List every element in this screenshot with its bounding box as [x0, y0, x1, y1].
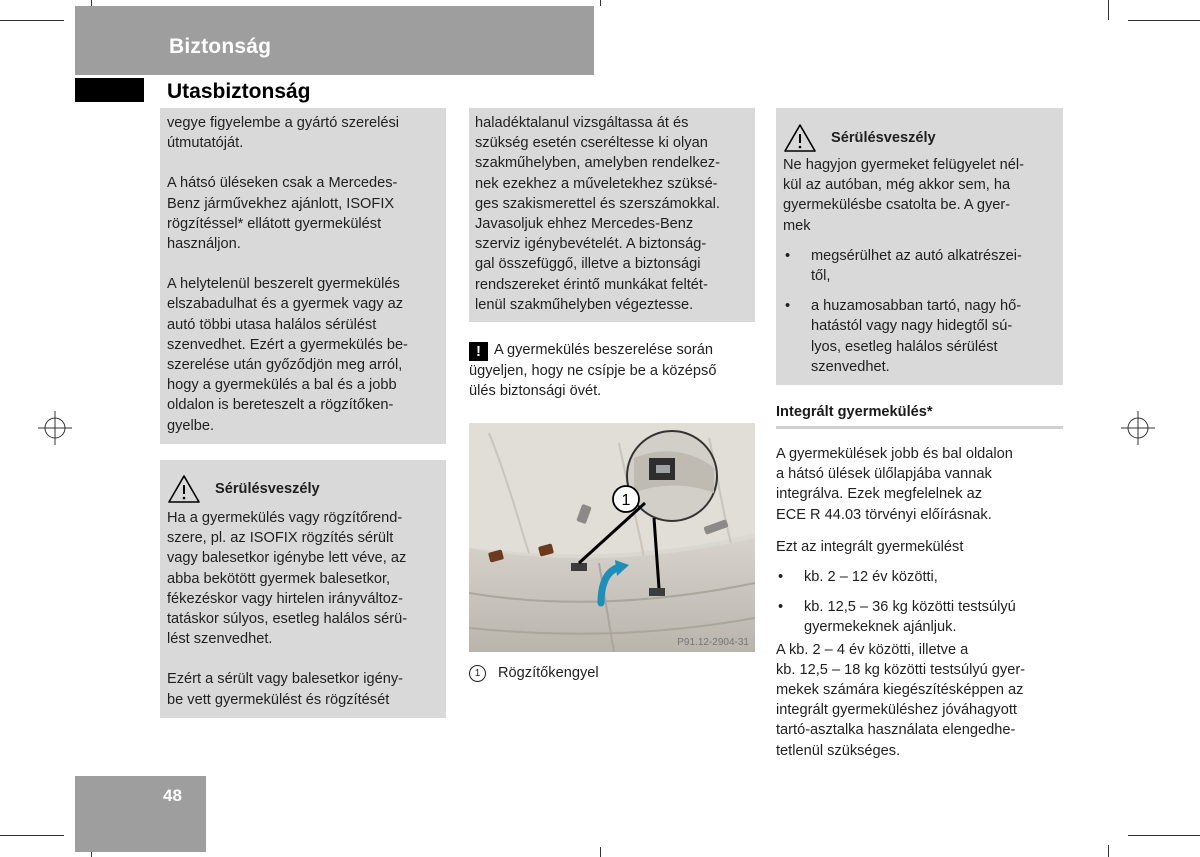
text-line: rögzítéssel* ellátott gyermekülést	[167, 215, 382, 232]
text-line: kül az autóban, még akkor sem, ha	[783, 177, 1011, 194]
text-line: szere, pl. az ISOFIX rögzítés sérült	[167, 530, 394, 547]
list-item-line: hatástól vagy nagy hidegtől sú-	[811, 318, 1013, 335]
list-item	[776, 597, 1066, 637]
bullet-icon: •	[778, 599, 784, 616]
text-line: gyermekülésbe csatolta be. A gyer-	[783, 197, 1011, 214]
photo-callout-number: 1	[621, 492, 631, 509]
text-line: abba bekötött gyermek balesetkor,	[167, 570, 391, 587]
crop-mark	[600, 0, 601, 6]
bullet-icon: •	[785, 247, 791, 264]
text-line	[469, 381, 759, 401]
subheading-rule	[776, 426, 1063, 429]
paragraph	[776, 640, 1066, 761]
text-line: hogy a gyermekülés a bal és a jobb	[167, 377, 397, 394]
notice-text	[469, 340, 759, 401]
text-line: Javasoljuk ehhez Mercedes-Benz	[475, 216, 694, 233]
subheading-block	[776, 404, 1063, 429]
crop-mark	[1108, 845, 1109, 857]
paragraph	[776, 444, 1066, 525]
text-line: tetlenül szükséges.	[776, 742, 901, 759]
list-item-line: a huzamosabban tartó, nagy hő-	[811, 298, 1022, 315]
caption-text: Rögzítőkengyel	[498, 665, 599, 681]
paragraph-gap	[167, 153, 438, 173]
chapter-title: Biztonság	[169, 35, 272, 58]
col3-warning-box	[776, 108, 1063, 385]
warning-triangle-icon	[167, 474, 201, 504]
paragraph: Ezt az integrált gyermekülést	[776, 538, 964, 555]
paragraph-gap	[167, 649, 438, 669]
text-line: útmutatóját.	[167, 135, 244, 152]
text-line	[469, 340, 759, 361]
text-line: Ha a gyermekülés vagy rögzítőrend-	[167, 510, 403, 526]
text-line: lést szenvedhet.	[167, 631, 273, 648]
section-title: Utasbiztonság	[167, 80, 311, 103]
text-line: szerviz igénybevételét. A biztonság-	[475, 236, 707, 253]
text-line: A kb. 2 – 4 év közötti, illetve a	[776, 641, 969, 658]
col2-continued-box	[469, 108, 755, 322]
text-line: oldalon is bereteszelt a rögzítőken-	[167, 397, 394, 414]
notice-text-line: ülés biztonsági övét.	[469, 383, 602, 400]
crop-mark	[1128, 20, 1200, 21]
list-item	[776, 567, 1066, 587]
text-line: fékezéskor vagy hirtelen irányváltoz-	[167, 590, 404, 607]
text-line: szenvedhet. Ezért a gyermekülés be-	[167, 336, 408, 353]
text-line: szerelése után győződjön meg arról,	[167, 357, 403, 374]
text-line: be vett gyermekülést és rögzítését	[167, 691, 390, 708]
notice-block	[469, 340, 759, 401]
col1-text	[167, 113, 438, 436]
list-item	[783, 246, 1055, 286]
paragraph-gap	[167, 254, 438, 274]
text-line: A helytelenül beszerelt gyermekülés	[167, 276, 400, 293]
subheading: Integrált gyermekülés*	[776, 404, 933, 420]
warning-header	[167, 474, 438, 504]
text-line: a hátsó ülések ülőlapjába vannak	[776, 466, 992, 483]
photo-reference-label: P91.12-2904-31	[677, 637, 749, 648]
crop-mark	[1128, 835, 1200, 836]
text-line: gal összefüggő, illetve a biztonsági	[475, 256, 701, 273]
text-line: rendszereket érintő munkákat feltét-	[475, 276, 708, 293]
crop-mark	[0, 20, 64, 21]
text-line: tartó-asztalka használata elengedhe-	[776, 722, 1016, 739]
text-line: Ne hagyjon gyermeket felügyelet nél-	[783, 157, 1024, 173]
photo-caption	[469, 663, 599, 683]
text-line: mekek számára kiegészítésképpen az	[776, 682, 1024, 699]
page-number-box	[75, 776, 206, 852]
caption-number: 1	[469, 665, 486, 682]
warning-text	[167, 508, 438, 710]
list-item-line: megsérülhet az autó alkatrészei-	[811, 247, 1022, 264]
text-line: integrálva. Ezek megfelelnek az	[776, 486, 983, 503]
text-line: szakműhelyben, amelyben rendelkez-	[475, 155, 720, 172]
text-line: Benz járművekhez ajánlott, ISOFIX	[167, 195, 395, 212]
registration-mark-icon	[1121, 411, 1155, 445]
notice-text-line: ügyeljen, hogy ne csípje be a középső	[469, 363, 717, 379]
warning-triangle-icon	[783, 123, 817, 153]
text-line: vegye figyelembe a gyártó szerelési	[167, 115, 399, 131]
registration-mark-icon	[38, 411, 72, 445]
text-line: lenül szakműhelyben végeztesse.	[475, 296, 694, 313]
col2-text	[475, 113, 747, 315]
text-line: gyelbe.	[167, 417, 215, 434]
list-item-line: szenvedhet.	[811, 358, 890, 375]
list-item	[783, 296, 1055, 377]
bullet-list	[776, 567, 1066, 638]
chapter-header-bar	[75, 6, 594, 75]
text-line: szükség esetén cseréltesse ki olyan	[475, 135, 708, 152]
text-line: ECE R 44.03 törvényi előírásnak.	[776, 506, 992, 523]
text-line: tatáskor súlyos, esetleg halálos sérü-	[167, 611, 408, 628]
warning-title: Sérülésveszély	[215, 480, 320, 497]
section-marker-tab	[75, 78, 144, 102]
bullet-icon: •	[785, 298, 791, 315]
bullet-icon: •	[778, 569, 784, 586]
isofix-seat-photo	[469, 423, 755, 652]
list-item-line: kb. 2 – 12 év közötti,	[804, 569, 938, 586]
list-item-line: gyermekeknek ajánljuk.	[804, 619, 957, 636]
list-item-line: lyos, esetleg halálos sérülést	[811, 338, 998, 355]
text-line: vagy balesetkor igénybe lett véve, az	[167, 550, 407, 567]
warning-text	[783, 155, 1055, 236]
text-line: A gyermekülések jobb és bal oldalon	[776, 446, 1013, 462]
text-line: haladéktalanul vizsgáltassa át és	[475, 115, 689, 131]
notice-text-line: A gyermekülés beszerelése során	[494, 342, 714, 358]
warning-header	[783, 123, 1055, 153]
text-line: integrált gyermeküléshez jóváhagyott	[776, 702, 1017, 719]
col1-warning-box	[160, 460, 446, 718]
col1-continued-box	[160, 108, 446, 444]
list-item-line: kb. 12,5 – 36 kg közötti testsúlyú	[804, 599, 1016, 616]
crop-mark	[600, 847, 601, 857]
text-line: autó többi utasa halálos sérülést	[167, 316, 377, 333]
text-line: A hátsó üléseken csak a Mercedes-	[167, 175, 398, 192]
page-number: 48	[163, 786, 182, 805]
crop-mark	[1108, 0, 1109, 20]
warning-title: Sérülésveszély	[831, 129, 936, 146]
text-line: Ezért a sérült vagy balesetkor igény-	[167, 671, 404, 688]
text-line: használjon.	[167, 236, 241, 253]
text-line: ges szakismerettel és szerszámokkal.	[475, 195, 720, 212]
text-line: nek ezekhez a műveletekhez szüksé-	[475, 175, 718, 192]
crop-mark	[0, 835, 64, 836]
text-line	[469, 361, 759, 381]
text-line: elszabadulhat és a gyermek vagy az	[167, 296, 404, 313]
seat-illustration	[469, 423, 755, 652]
text-line: kb. 12,5 – 18 kg közötti testsúlyú gyer-	[776, 661, 1026, 678]
list-item-line: től,	[811, 268, 831, 285]
text-line: mek	[783, 217, 811, 234]
col3-body	[776, 444, 1066, 761]
notice-exclamation-icon: !	[469, 342, 488, 361]
warning-bullet-list	[783, 246, 1055, 377]
